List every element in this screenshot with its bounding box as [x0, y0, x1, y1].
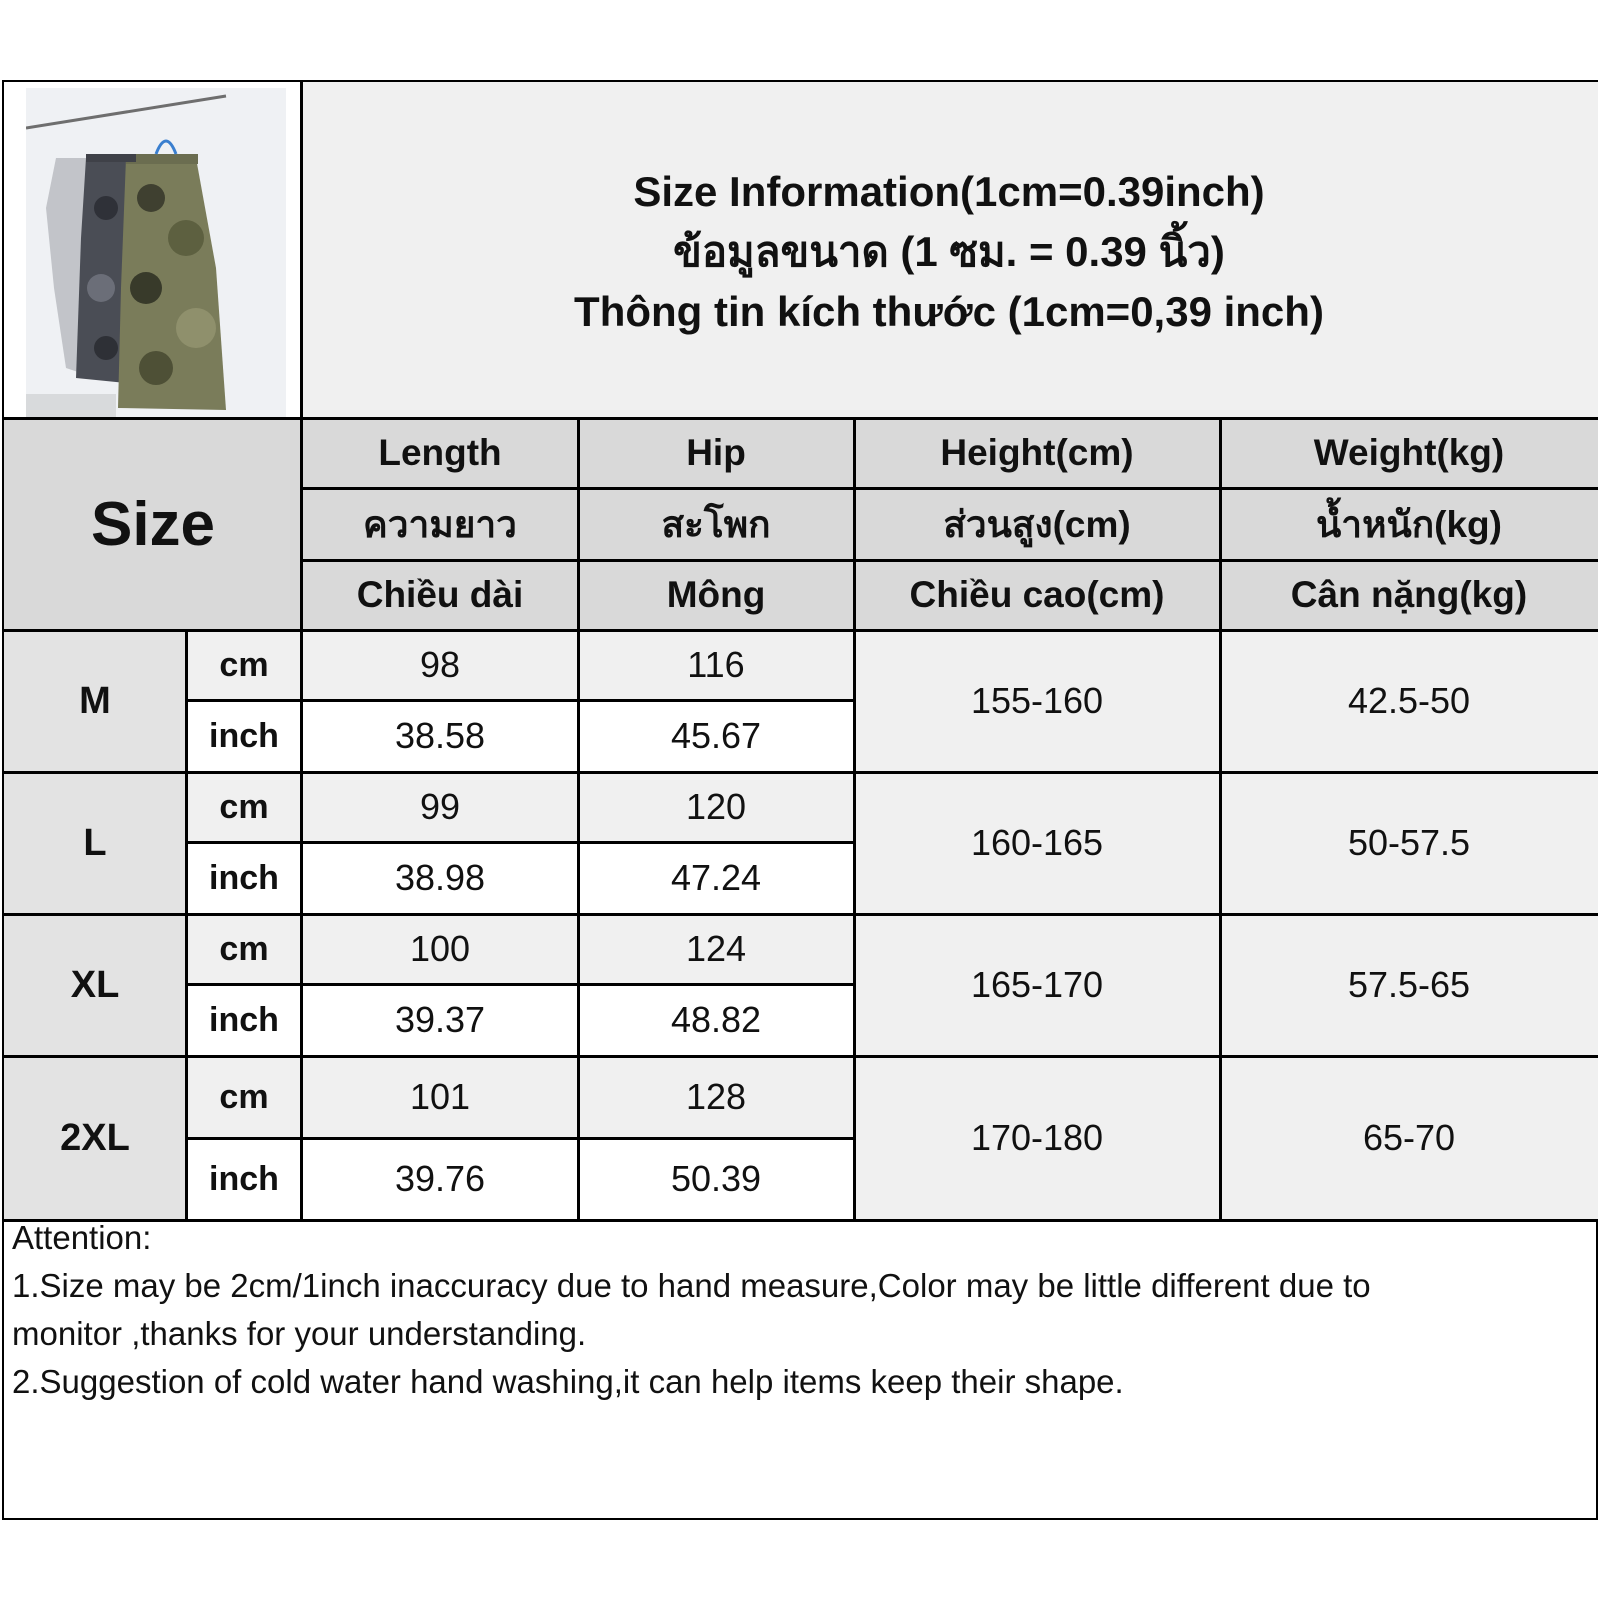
hip-inch-value: 48.82 — [670, 999, 762, 1040]
header-weight-en-label: Weight(kg) — [1313, 432, 1505, 473]
grid-line — [186, 983, 854, 986]
size-header-cell — [4, 418, 302, 630]
length-inch-2xl — [302, 1138, 578, 1220]
size-information-title — [314, 162, 1584, 342]
unit-inch-xl — [186, 984, 302, 1056]
hip-cm-value: 124 — [685, 928, 747, 969]
grid-line — [4, 417, 1598, 420]
size-label-m: M — [79, 679, 111, 722]
length-cm-value: 101 — [409, 1076, 471, 1117]
grid-line — [302, 487, 1598, 490]
grid-line — [186, 1137, 854, 1140]
header-height-th — [854, 488, 1220, 560]
hip-cm-value: 120 — [685, 786, 747, 827]
notes-heading: Attention: — [12, 1219, 152, 1256]
header-hip-en-label: Hip — [686, 432, 746, 473]
unit-inch-label: inch — [209, 716, 279, 755]
grid-line — [4, 771, 1598, 774]
header-weight-vi — [1220, 560, 1598, 630]
header-weight-th — [1220, 488, 1598, 560]
grid-line — [577, 418, 580, 1220]
header-length-en-label: Length — [378, 432, 502, 473]
camouflage-pants-photo-icon — [26, 88, 286, 418]
size-header-label: Size — [90, 489, 216, 559]
product-photo — [26, 88, 286, 418]
hip-inch-value: 47.24 — [670, 857, 762, 898]
height-m — [854, 630, 1220, 772]
header-hip-en — [578, 418, 854, 488]
header-weight-th-label: น้ำหนัก(kg) — [1316, 503, 1502, 545]
header-length-th — [302, 488, 578, 560]
hip-cm-l — [578, 772, 854, 842]
size-cell-xl — [4, 914, 186, 1056]
length-inch-m — [302, 700, 578, 772]
unit-inch-m — [186, 700, 302, 772]
unit-cm-2xl — [186, 1056, 302, 1138]
unit-cm-label: cm — [219, 787, 269, 826]
size-label-xl: XL — [70, 963, 120, 1006]
grid-line — [302, 559, 1598, 562]
height-l — [854, 772, 1220, 914]
header-length-th-label: ความยาว — [363, 503, 517, 545]
length-cm-m — [302, 630, 578, 700]
hip-inch-l — [578, 842, 854, 914]
hip-inch-xl — [578, 984, 854, 1056]
weight-l — [1220, 772, 1598, 914]
height-value: 165-170 — [970, 964, 1104, 1005]
attention-notes — [12, 1214, 1582, 1406]
length-inch-l — [302, 842, 578, 914]
unit-inch-l — [186, 842, 302, 914]
unit-inch-label: inch — [209, 1159, 279, 1198]
header-length-vi-label: Chiều dài — [356, 574, 524, 615]
unit-inch-label: inch — [209, 1000, 279, 1039]
header-height-vi — [854, 560, 1220, 630]
length-inch-xl — [302, 984, 578, 1056]
grid-line — [300, 82, 303, 1220]
hip-cm-m — [578, 630, 854, 700]
header-hip-th-label: สะโพก — [661, 503, 771, 545]
header-length-vi — [302, 560, 578, 630]
header-height-vi-label: Chiều cao(cm) — [909, 574, 1165, 615]
size-label-2xl: 2XL — [60, 1116, 130, 1159]
grid-line — [4, 913, 1598, 916]
hip-cm-value: 128 — [685, 1076, 747, 1117]
grid-line — [186, 699, 854, 702]
size-chart-sheet — [2, 80, 1598, 1520]
length-cm-value: 99 — [419, 786, 461, 827]
header-hip-vi-label: Mông — [666, 574, 766, 615]
weight-xl — [1220, 914, 1598, 1056]
weight-m — [1220, 630, 1598, 772]
header-weight-en — [1220, 418, 1598, 488]
length-cm-xl — [302, 914, 578, 984]
size-label-l: L — [83, 821, 107, 864]
weight-value: 65-70 — [1362, 1117, 1456, 1158]
grid-line — [1219, 418, 1222, 1220]
height-xl — [854, 914, 1220, 1056]
title-english: Size Information(1cm=0.39inch) — [633, 168, 1265, 215]
unit-cm-l — [186, 772, 302, 842]
unit-cm-label: cm — [219, 929, 269, 968]
header-length-en — [302, 418, 578, 488]
hip-inch-value: 45.67 — [670, 715, 762, 756]
unit-inch-label: inch — [209, 858, 279, 897]
unit-cm-label: cm — [219, 1077, 269, 1116]
grid-line — [185, 630, 188, 1220]
weight-2xl — [1220, 1056, 1598, 1220]
length-inch-value: 39.76 — [394, 1158, 486, 1199]
height-value: 170-180 — [970, 1117, 1104, 1158]
length-cm-value: 100 — [409, 928, 471, 969]
length-inch-value: 38.98 — [394, 857, 486, 898]
hip-cm-2xl — [578, 1056, 854, 1138]
length-cm-value: 98 — [419, 644, 461, 685]
hip-inch-value: 50.39 — [670, 1158, 762, 1199]
unit-cm-xl — [186, 914, 302, 984]
title-vietnamese: Thông tin kích thước (1cm=0,39 inch) — [574, 288, 1324, 335]
hip-inch-m — [578, 700, 854, 772]
weight-value: 42.5-50 — [1347, 680, 1471, 721]
header-height-en — [854, 418, 1220, 488]
notes-line-1: 1.Size may be 2cm/1inch inaccuracy due to hand measure,Color may be little different due to — [12, 1267, 1371, 1304]
notes-line-3: 2.Suggestion of cold water hand washing,it can help items keep their shape. — [12, 1363, 1124, 1400]
grid-line — [186, 841, 854, 844]
header-height-th-label: ส่วนสูง(cm) — [943, 503, 1131, 545]
height-value: 160-165 — [970, 822, 1104, 863]
title-thai: ข้อมูลขนาด (1 ซม. = 0.39 นิ้ว) — [673, 228, 1225, 275]
length-inch-value: 38.58 — [394, 715, 486, 756]
length-inch-value: 39.37 — [394, 999, 486, 1040]
height-2xl — [854, 1056, 1220, 1220]
header-weight-vi-label: Cân nặng(kg) — [1290, 574, 1528, 615]
size-cell-2xl — [4, 1056, 186, 1220]
height-value: 155-160 — [970, 680, 1104, 721]
header-hip-th — [578, 488, 854, 560]
grid-line — [4, 629, 1598, 632]
size-cell-l — [4, 772, 186, 914]
weight-value: 57.5-65 — [1347, 964, 1471, 1005]
header-height-en-label: Height(cm) — [940, 432, 1134, 473]
unit-cm-m — [186, 630, 302, 700]
hip-cm-value: 116 — [687, 644, 745, 685]
unit-cm-label: cm — [219, 645, 269, 684]
hip-cm-xl — [578, 914, 854, 984]
header-hip-vi — [578, 560, 854, 630]
weight-value: 50-57.5 — [1347, 822, 1471, 863]
grid-line — [853, 418, 856, 1220]
length-cm-2xl — [302, 1056, 578, 1138]
notes-line-2: monitor ,thanks for your understanding. — [12, 1315, 587, 1352]
size-cell-m — [4, 630, 186, 772]
grid-line — [4, 1055, 1598, 1058]
length-cm-l — [302, 772, 578, 842]
hip-inch-2xl — [578, 1138, 854, 1220]
unit-inch-2xl — [186, 1138, 302, 1220]
